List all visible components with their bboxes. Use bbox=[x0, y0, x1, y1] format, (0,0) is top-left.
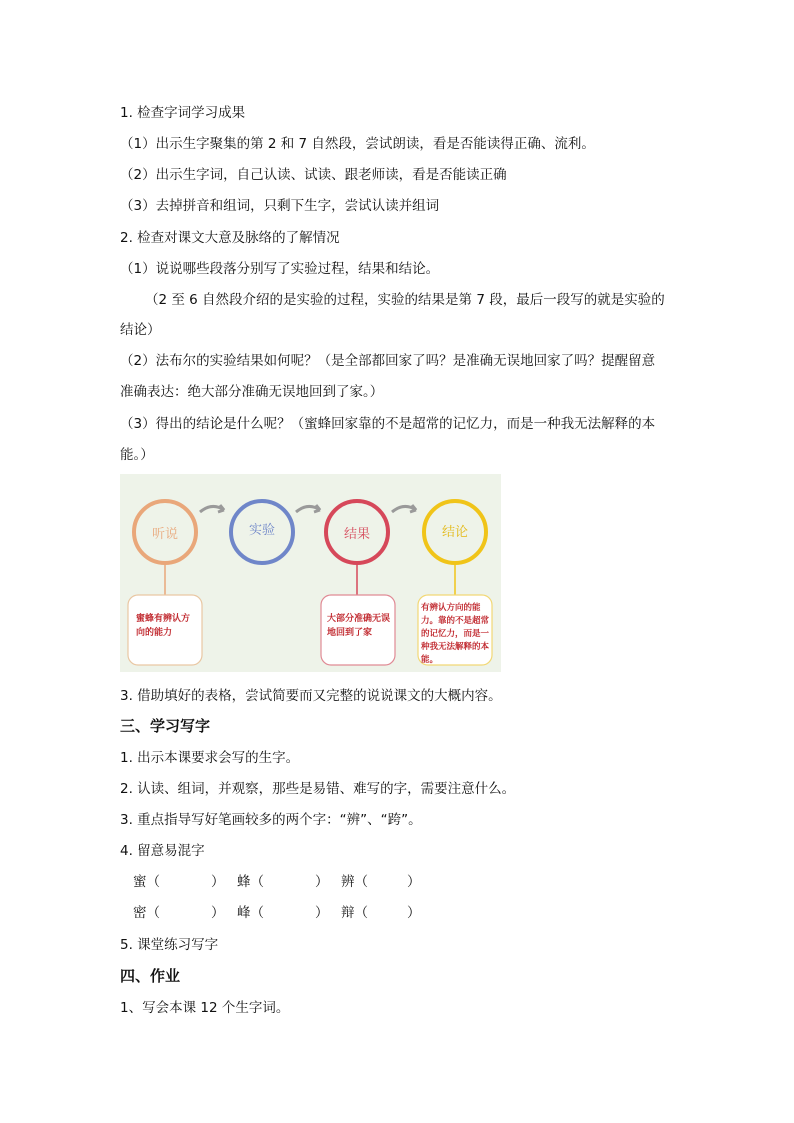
node-label-3: 结果 bbox=[343, 527, 370, 542]
confusable-2c-close: ） bbox=[407, 905, 421, 921]
section3-item2: 2. 认读、组词，并观察，那些是易错、难写的字，需要注意什么。 bbox=[120, 781, 516, 797]
confusable-1c: 辨（ bbox=[341, 874, 368, 890]
item2-sub3-line1: （3）得出的结论是什么呢？（蜜蜂回家靠的不是超常的记忆力，而是一种我无法解释的本 bbox=[120, 416, 656, 432]
box-1-text: 蜜蜂有辨认方向的能力 bbox=[136, 614, 191, 638]
confusable-2c: 辩（ bbox=[341, 905, 368, 921]
section3-item4: 4. 留意易混字 bbox=[120, 843, 205, 859]
confusable-2a-close: ） bbox=[211, 905, 225, 921]
item2-sub2-line2: 准确表达：绝大部分准确无误地回到了家。） bbox=[120, 384, 384, 400]
item1-sub3: （3）去掉拼音和组词，只剩下生字，尝试认读并组词 bbox=[120, 198, 440, 214]
confusable-1c-close: ） bbox=[407, 874, 421, 890]
confusable-2b-close: ） bbox=[315, 905, 329, 921]
arrow-icon-3 bbox=[392, 505, 416, 512]
confusable-1b-close: ） bbox=[315, 874, 329, 890]
confusable-row-2 bbox=[133, 903, 421, 923]
item2-sub1-answer-line2: 结论） bbox=[120, 322, 161, 338]
item1-title: 1. 检查字词学习成果 bbox=[120, 105, 246, 121]
confusable-2a: 密（ bbox=[133, 905, 160, 921]
item2-sub2-line1: （2）法布尔的实验结果如何呢？（是全部都回家了吗？是准确无误地回家了吗？提醒留意 bbox=[120, 353, 656, 369]
section3-item3: 3. 重点指导写好笔画较多的两个字：“辨”、“跨”。 bbox=[120, 812, 422, 828]
item2-title: 2. 检查对课文大意及脉络的了解情况 bbox=[120, 230, 340, 246]
item1-sub2: （2）出示生字词，自己认读、试读、跟老师读，看是否能读正确 bbox=[120, 167, 507, 183]
item2-sub3-line2: 能。） bbox=[120, 447, 154, 463]
section4-item1: 1、写会本课 12 个生字词。 bbox=[120, 1000, 290, 1016]
section3-item1: 1. 出示本课要求会写的生字。 bbox=[120, 750, 300, 766]
arrow-icon-1 bbox=[200, 505, 224, 512]
confusable-1a-close: ） bbox=[211, 874, 225, 890]
section3-heading: 三、学习写字 bbox=[120, 717, 211, 735]
confusable-2b: 峰（ bbox=[237, 905, 264, 921]
item2-sub1-answer-line1: （2 至 6 自然段介绍的是实验的过程，实验的结果是第 7 段，最后一段写的就是实验的 bbox=[145, 292, 665, 308]
box-2-text: 大部分准确无误地回到了家 bbox=[327, 614, 391, 638]
node-label-2: 实验 bbox=[248, 523, 275, 538]
section3-item5: 5. 课堂练习写字 bbox=[120, 937, 219, 953]
confusable-1a: 蜜（ bbox=[133, 874, 160, 890]
item1-sub1: （1）出示生字聚集的第 2 和 7 自然段，尝试朗读，看是否能读得正确、流利。 bbox=[120, 136, 595, 152]
item3: 3. 借助填好的表格，尝试简要而又完整的说说课文的大概内容。 bbox=[120, 688, 502, 704]
flow-diagram bbox=[120, 474, 501, 672]
node-label-4: 结论 bbox=[441, 525, 468, 540]
node-label-1: 听说 bbox=[151, 527, 178, 542]
item2-sub1: （1）说说哪些段落分别写了实验过程，结果和结论。 bbox=[120, 261, 440, 277]
section4-heading: 四、作业 bbox=[120, 967, 181, 985]
confusable-1b: 蜂（ bbox=[237, 874, 264, 890]
confusable-row-1 bbox=[133, 872, 421, 892]
arrow-icon-2 bbox=[296, 505, 320, 512]
box-3-text: 有辨认方向的能力。靠的不是超常的记忆力，而是一种我无法解释的本能。 bbox=[421, 603, 490, 665]
